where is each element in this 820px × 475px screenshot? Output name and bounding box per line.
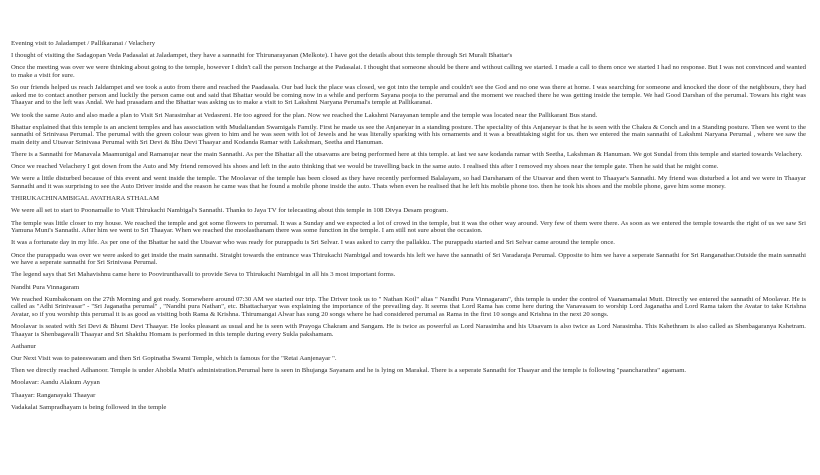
section-heading: Aathanur	[11, 342, 37, 350]
paragraph: I thought of visiting the Sadagopan Veda Padasalai at Jaladampet, they have a sannathi for Thirunarayanan (Melkote). I have got the details about this temple through Sri Murali Bhattar's	[11, 52, 513, 60]
paragraph: Our Next Visit was to pateeswaram and then Sri Gopinatha Swami Temple, which is famous for the "Retai Aanjenayar ".	[11, 355, 337, 363]
paragraph: Moolavar: Aandu Alakum Ayyan	[11, 379, 100, 387]
paragraph-title: Evening visit to Jaladampet / Pallikaranai / Velachery	[11, 40, 156, 47]
paragraph: Once the meeting was over we were thinking about going to the temple, however I didn't call the person Incharge at the Padasalai. I thought that someone should be there and without calling we started. I made a call to them once we started I had no response. But I was not convinced and wanted to make a visit for sure.	[11, 64, 806, 79]
paragraph: Bhattar explained that this temple is an ancient temples and has association with Mudaliandan Swamigals Family. First he made us see the Anjaneyar in a standing posture. The speciality of this Anjaneyar is that he is seen with the Chakra & Conch and in a Standing posture. Then we went to the sannathi of Srinivasa Perumal. The perumal with the green colour was given to him and he was seen with lot of Jewels and he was literally sparking with his ornaments and it was a breathtaking sight for us. then we entered the main sannathi of Lakshmi Naryana Perumal , where we saw the main deity and Utsavar Srinivasa Perumal with Sri Devi & Bhu Devi Thaayar and Kodanda Ramar with Lakshman, Seetha and Hanuman.	[11, 123, 806, 146]
section-heading: THIRUKACHINAMBIGAL AVATHARA STHALAM	[11, 195, 160, 203]
paragraph: We were all set to start to Poonamalle to Visit Thirukachi Nambigal's Sannathi. Thanks to Jaya TV for telecasting about this temple in 108 Divya Desam program.	[11, 207, 449, 215]
paragraph: The temple was little closer to my house. We reached the temple and got some flowers to perumal. It was a Sunday and we expected a lot of crowd in the temple, but it was the other way around. Very few of them were there. As soon as we entered the temple towards the right of us we saw Sri Yamuna Muni's Sannathi. After him we went to Sri Thaayar. When we reached the moolasthanam there was some function in the temple. I am still not sure about the occasion.	[11, 219, 806, 235]
paragraph: Vadakalai Sampradhayam is being followed in the temple	[11, 403, 167, 411]
paragraph: Moolavar is seated with Sri Devi & Bhumi Devi Thaayar. He looks pleasant as usual and he is seen with Prayoga Chakram and Sangam. He is twice as powerful as Lord Narasimha and his Utsavam is also twice as Lord Narasimha. This Kshethram is also called as Shenbagaranya Kshetram. Thaayar is Shenbagavalli Thaayar and Sri Shakthu Homam is performed in this temple during every Sukla pakshamam.	[11, 323, 806, 338]
paragraph: The legend says that Sri Mahavishnu came here to Poovirunthavalli to provide Seva to Thirukachi Nambigal in all his 3 most important forms.	[11, 271, 396, 279]
paragraph: It was a fortunate day in my life. As per one of the Bhattar he said the Utsavar who was ready for purappadu is Sri Selvar. I was asked to carry the pallakku. The purappadu started and Sri Selvar came around the temple once.	[11, 239, 615, 247]
paragraph: We were a little disturbed because of this event and went inside the temple. The Moolavar of the temple has been closed as they have recently performed Balalayam, so had Darshanam of the Utsavar and then went to Thaayar's Sannathi. My friend was disturbed a lot and we were in Thaayar Sannathi and it was surprising to see the Auto Driver inside and the reason he came was that he found a mobile phone inside the auto. Thats when even he realised that he left his mobile phone too. then he took his shoes and the mobile phone, gave him some money.	[11, 175, 806, 191]
paragraph: There is a Sannathi for Manavala Maamunigal and Ramanujar near the main Sannathi. As per the Bhattar all the utsavams are being performed here at this temple. at last we saw kodanda ramar with Seetha, Lakshman & Hanuman. We got Sundal from this temple and started towards Velachery.	[11, 151, 803, 159]
section-heading: Nandhi Pura Vinnagaram	[11, 283, 80, 291]
paragraph: Thaayar: Ranganayaki Thaayar	[11, 391, 96, 399]
paragraph: Then we directly reached Adhanoor. Temple is under Ahobila Mutt's administration.Perumal here is seen in Bhujanga Sayanam and he is lying on Marakal. There is a seperate Sannathi for Thaayar and the temple is following "paancharathra" agamam.	[11, 367, 687, 375]
paragraph: We reached Kumbakonam on the 27th Morning and got ready. Somewhere around 07:30 AM we started our trip. The Driver took us to " Nathan Koil" alias " Nandhi Pura Vinnagaram", this temple is under the control of Vaanamamalai Mutt. Directly we entered the sannathi of Moolavar. He is called as "Adhi Srinivasar" - "Sri Jaganatha perumal" , "Nandhi pura Nathan", etc. Bhattacharyar was explaining the importance of the prevailing day. It seems that Lord Rama has come here during the Vanavasam to worship Lord Jaganatha and Lord Rama taken the Avatar to take Krishna Avatar, so if you worship this perumal it is as good as visiting both Rama & Krishna. Thirumangai Alwar has sung 20 songs where he had considered perumal as Rama in the first 10 songs and Krishna in the next 20 songs.	[11, 295, 806, 318]
paragraph: We took the same Auto and also made a plan to Visit Sri Narasimhar at Vedasreni. He too agreed for the plan. Now we reached the Lakshmi Narayanan temple and the temple was located near the Pallikarani Bus stand.	[11, 111, 598, 119]
paragraph: Once we reached Velachery I got down from the Auto and My friend removed his shoes and left in the auto thinking that we would be travelling back in the same auto. I realised this after I removed my shoes near the temple gate. Then he said that he might come.	[11, 163, 719, 171]
paragraph: So our friends helped us reach Jaldampet and we took a auto from there and reached the Paadasala. Our bad luck the place was closed, we got into the temple and couldn't see the God and no one was there at home. I was searching for someone and knocked the door of the neighbours, they had asked me to contact another person and luckily the person came out and said that Bhattar would be coming now in a while and perform Sayana pooja to the perumal and the moment we reached there he was getting inside the temple. We had Good Darshan of the perumal. Towars his right was Thaayar and to the left was Andal. We had prasadam and the Bhattar was asking us to make a visit to Sri Lakshmi Naryana Perumal's temple at Pallikaranai.	[11, 84, 806, 107]
paragraph: Once the purappadu was over we were asked to get inside the main sannathi. Straight towards the entrance was Thirukachi Nambigal and towards his left we have the sannathi of Sri Varadaraja Perumal. Opposite to him we have a seperate Sannathi for Sri Ranganathar.Outside the main sannathi we have a seperate sannathi for Sri Srinivasa Perumal.	[11, 251, 806, 267]
